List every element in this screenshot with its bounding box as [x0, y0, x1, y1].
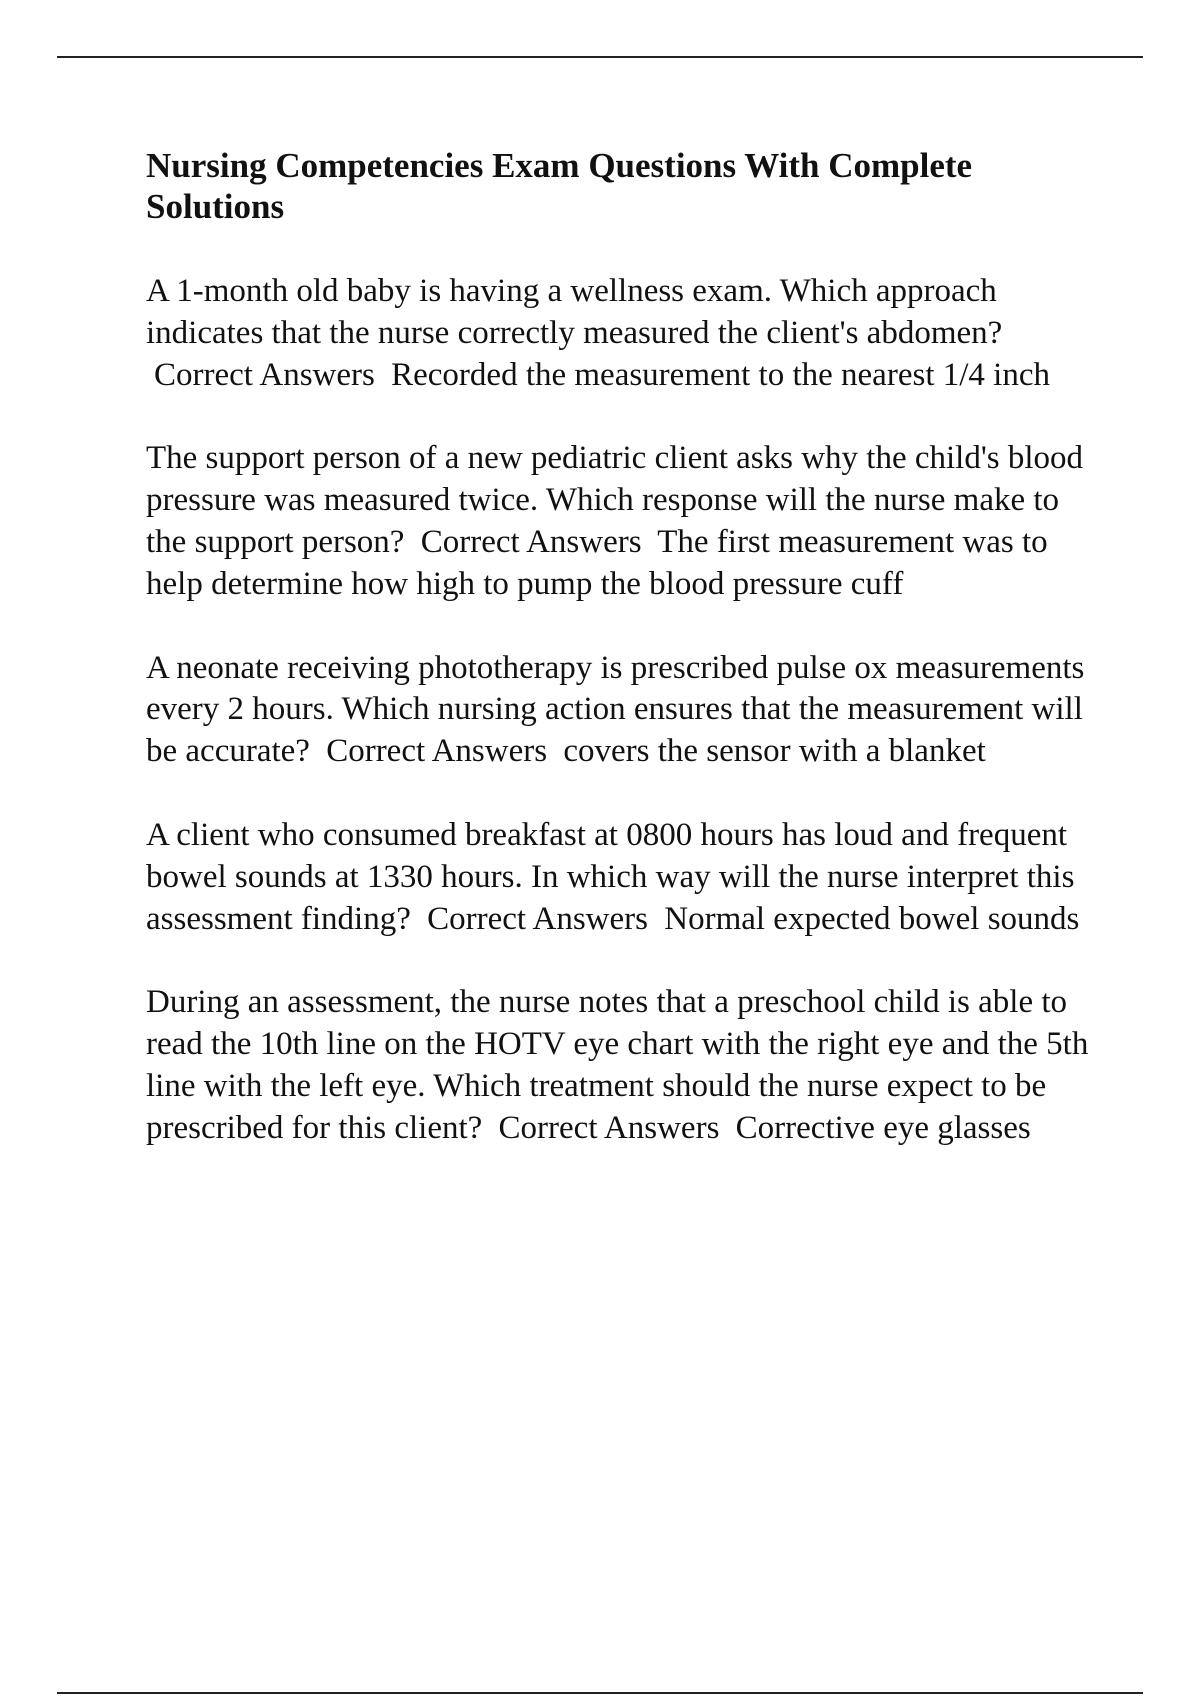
- qa-item: [146, 982, 1106, 1149]
- answer-label: Correct Answers: [154, 356, 375, 393]
- header-rule: [57, 56, 1143, 58]
- document-body: [146, 145, 1106, 1192]
- answer-label: Correct Answers: [326, 733, 548, 770]
- answer-label: Correct Answers: [427, 900, 648, 937]
- answer-text: Normal expected bowel sounds: [664, 900, 1080, 937]
- question-text: The support person of a new pediatric client asks why the child's blood pressure was measured twice. Which response will the nurse make to the support person?: [146, 440, 1084, 560]
- question-text: A neonate receiving phototherapy is prescribed pulse ox measurements every 2 hours. Which nursing action ensures that the measurement will be accurate?: [146, 649, 1085, 770]
- document-title: Nursing Competencies Exam Questions With Complete Solutions: [146, 146, 973, 226]
- qa-item: [146, 438, 1106, 605]
- answer-text: Corrective eye glasses: [735, 1109, 1031, 1146]
- question-text: A 1-month old baby is having a wellness exam. Which approach indicates that the nurse correctly measured the client's abdomen?: [146, 273, 1003, 351]
- answer-label: Correct Answers: [420, 523, 642, 560]
- answer-label: Correct Answers: [498, 1109, 720, 1146]
- qa-item: [146, 648, 1106, 773]
- question-text: A client who consumed breakfast at 0800 hours has loud and frequent bowel sounds at 1330 hours. In which way will the nurse interpret this assessment finding?: [146, 816, 1075, 937]
- footer-rule: [57, 1692, 1143, 1694]
- answer-text: The first measurement was to help determine how high to pump the blood pressure cuff: [146, 523, 1048, 602]
- answer-text: covers the sensor with a blanket: [563, 733, 986, 770]
- qa-item: [146, 271, 1106, 396]
- qa-item: [146, 815, 1106, 940]
- answer-text: Recorded the measurement to the nearest 1/4 inch: [391, 356, 1050, 393]
- question-text: During an assessment, the nurse notes that a preschool child is able to read the 10th line on the HOTV eye chart with the right eye and the 5th line with the left eye. Which treatment should the nurse expect to be prescribed for this client?: [146, 984, 1089, 1146]
